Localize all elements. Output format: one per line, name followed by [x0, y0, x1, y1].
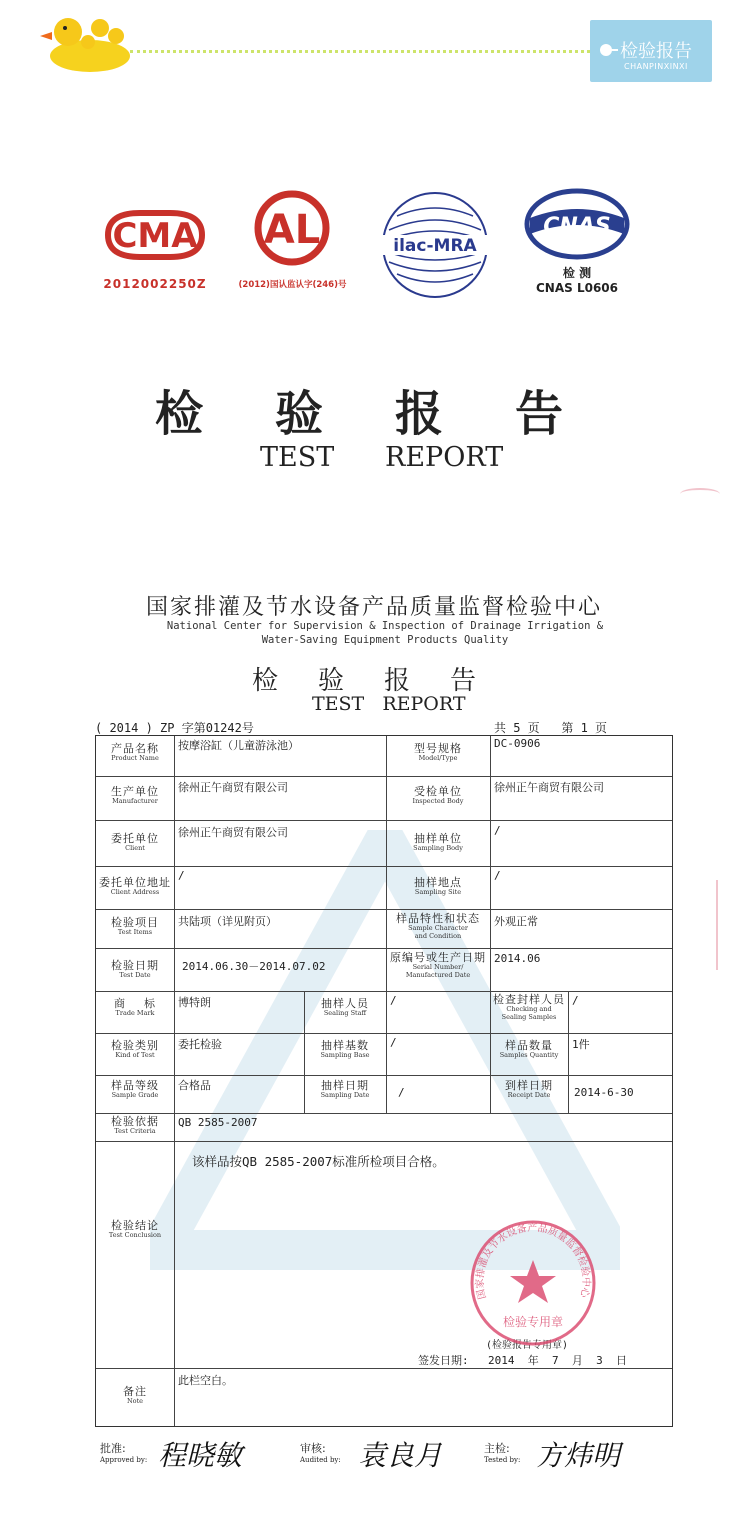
cnas-logo [522, 188, 632, 303]
label-product-name: 产品名称 Product Name [111, 742, 159, 762]
value-inspected-body: 徐州正午商贸有限公司 [494, 781, 604, 794]
official-seal [468, 1218, 598, 1348]
page-edge-seal-mark [680, 488, 720, 500]
org-name-en-line1: National Center for Supervision & Inspection of Drainage Irrigation & [166, 620, 604, 632]
org-name-en [150, 619, 620, 647]
cma-code: 2012002250Z [103, 277, 207, 291]
ilac-mra-logo [375, 190, 495, 300]
value-test-date: 2014.06.30－2014.07.02 [182, 960, 326, 973]
svg-text:国家排灌及节水设备产品质量监督检验中心: 国家排灌及节水设备产品质量监督检验中心 [474, 1222, 592, 1301]
doc-title-en: TEST REPORT [312, 693, 466, 715]
value-client-address: / [178, 869, 185, 882]
report-number: ( 2014 ) ZP 字第01242号 [95, 721, 254, 735]
report-tag [590, 20, 712, 82]
label-test-date: 检验日期 Test Date [111, 959, 159, 979]
label-sampling-site: 抽样地点 Sampling Site [414, 876, 462, 896]
label-serial-number: 原编号或生产日期 Serial Number/ Manufactured Date [390, 951, 486, 979]
doc-title-cn: 检验报告 [252, 666, 517, 696]
value-sample-character: 外观正常 [494, 915, 538, 928]
label-trade-mark: 商 标 Trade Mark [114, 997, 156, 1017]
value-sampling-site: / [494, 869, 501, 882]
value-test-items: 共陆项（详见附页） [178, 915, 277, 928]
value-sampling-base: / [390, 1036, 397, 1049]
label-checking-staff: 检查封样人员 Checking and Sealing Samples [493, 993, 565, 1021]
label-kind-of-test: 检验类别 Kind of Test [111, 1039, 159, 1059]
tag-subtitle: CHANPINXINXI [624, 62, 688, 71]
label-samples-quantity: 样品数量 Samples Quantity [499, 1039, 559, 1059]
label-sampling-base: 抽样基数 Sampling Base [320, 1039, 370, 1059]
value-product-name: 按摩浴缸（儿童游泳池） [178, 739, 299, 752]
label-inspected-body: 受检单位 Inspected Body [412, 785, 464, 805]
value-serial-number: 2014.06 [494, 952, 541, 965]
cover-title-en-test: TEST [260, 442, 335, 473]
cal-code: (2012)国认监认字(246)号 [238, 280, 347, 290]
label-note: 备注 Note [123, 1385, 147, 1405]
label-manufacturer: 生产单位 Manufacturer [111, 785, 159, 805]
value-client: 徐州正午商贸有限公司 [178, 826, 288, 839]
label-sampling-body: 抽样单位 Sampling Body [413, 832, 463, 852]
value-sealing-staff: / [390, 994, 397, 1007]
value-trade-mark: 博特朗 [178, 996, 211, 1009]
label-sealing-staff: 抽样人员 Sealing Staff [321, 997, 369, 1017]
svg-text:CNAS: CNAS [543, 214, 611, 239]
approved-label: 批准: Approved by: [100, 1442, 148, 1464]
audited-label: 审核: Audited by: [300, 1442, 341, 1464]
value-sample-grade: 合格品 [178, 1079, 211, 1092]
svg-text:CMA: CMA [112, 216, 198, 256]
label-sample-grade: 样品等级 Sample Grade [111, 1079, 159, 1099]
cnas-code: CNAS L0606 [535, 281, 618, 295]
org-name-cn: 国家排灌及节水设备产品质量监督检验中心 [146, 595, 603, 620]
tested-signature: 方炜明 [536, 1439, 621, 1472]
svg-text:AL: AL [263, 207, 321, 253]
cover-title-cn: 检验报告 [155, 386, 636, 442]
duck-logo-image [38, 8, 138, 74]
label-sampling-date: 抽样日期 Sampling Date [320, 1079, 370, 1099]
cal-logo [225, 188, 360, 288]
cnas-sub: 检 测 [562, 266, 592, 280]
audited-signature: 袁良月 [358, 1439, 443, 1472]
value-model: DC-0906 [494, 737, 541, 750]
label-test-items: 检验项目 Test Items [111, 916, 159, 936]
label-receipt-date: 到样日期 Receipt Date [505, 1079, 553, 1099]
value-sampling-body: / [494, 824, 501, 837]
value-test-criteria: QB 2585-2007 [178, 1116, 258, 1129]
sign-date: 2014 年 7 月 3 日 [488, 1354, 627, 1367]
page-count: 共 5 页 第 1 页 [494, 721, 608, 735]
svg-text:ilac-MRA: ilac-MRA [393, 236, 477, 256]
svg-text:检验专用章: 检验专用章 [502, 1315, 564, 1329]
value-sampling-date: / [398, 1086, 405, 1099]
org-name-en-line2: Water-Saving Equipment Products Quality [261, 634, 509, 646]
value-conclusion: 该样品按QB 2585-2007标准所检项目合格。 [192, 1154, 445, 1169]
tested-label: 主检: Tested by: [484, 1442, 521, 1464]
value-manufacturer: 徐州正午商贸有限公司 [178, 781, 288, 794]
label-client-address: 委托单位地址 Client Address [99, 876, 171, 896]
label-conclusion: 检验结论 Test Conclusion [108, 1219, 162, 1239]
tag-title: 检验报告 [620, 41, 692, 62]
value-note: 此栏空白。 [178, 1374, 233, 1387]
cover-title-en-report: REPORT [385, 442, 504, 473]
approved-signature: 程晓敏 [158, 1439, 243, 1472]
label-sample-character: 样品特性和状态 Sample Character and Condition [396, 912, 480, 940]
label-client: 委托单位 Client [111, 832, 159, 852]
banner-dotted-line [130, 50, 590, 53]
label-model: 型号规格 Model/Type [414, 742, 462, 762]
value-kind-of-test: 委托检验 [178, 1038, 222, 1051]
label-test-criteria: 检验依据 Test Criteria [111, 1115, 159, 1135]
stamp-note: (检验报告专用章) [486, 1340, 569, 1351]
value-receipt-date: 2014-6-30 [574, 1086, 634, 1099]
cma-logo [100, 205, 210, 291]
value-samples-quantity: 1件 [572, 1038, 590, 1051]
value-checking-staff: / [572, 994, 579, 1007]
page-edge-mark [716, 880, 732, 970]
sign-date-label: 签发日期: [418, 1354, 469, 1367]
